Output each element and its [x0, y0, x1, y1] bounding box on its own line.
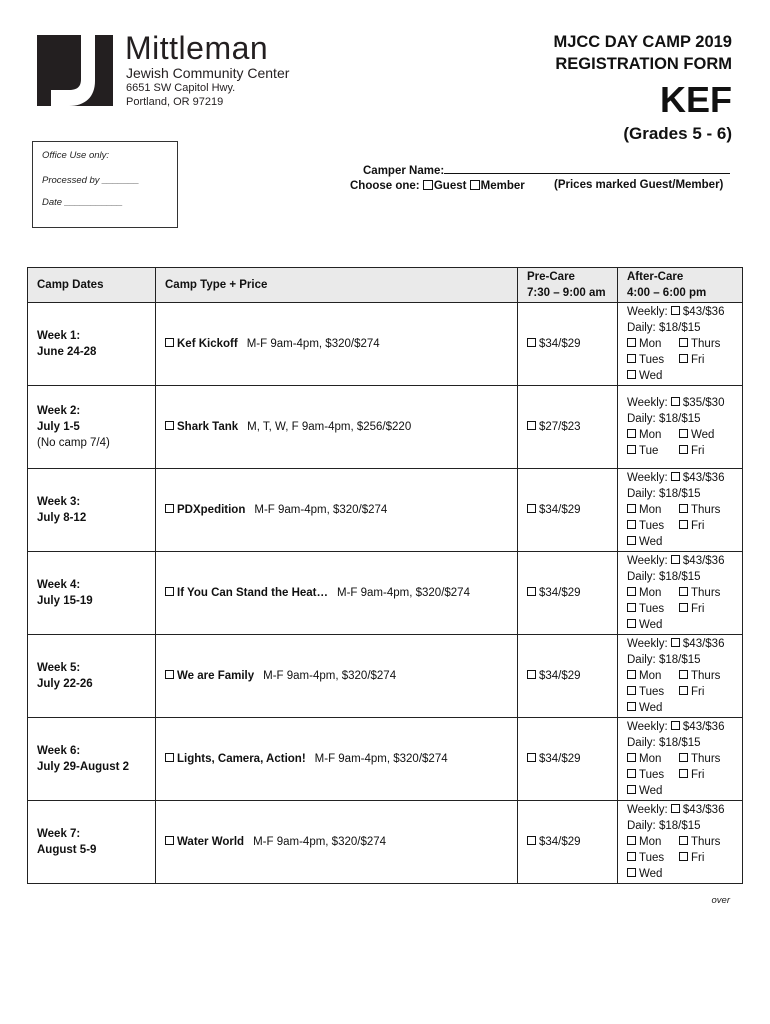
table-header-row	[28, 268, 743, 303]
camp-details: M-F 9am-4pm, $320/$274	[246, 338, 380, 350]
table-row	[28, 801, 743, 884]
weekly-checkbox[interactable]	[671, 555, 680, 564]
camp-checkbox[interactable]	[165, 670, 174, 679]
header-pre-care	[518, 268, 618, 303]
camper-name-label: Camper Name:	[363, 165, 445, 177]
week-dates: July 15-19	[37, 595, 93, 607]
table-row	[28, 635, 743, 718]
pre-care-price: $34/$29	[539, 836, 581, 848]
camp-name: We are Family	[177, 670, 255, 682]
daily-price: Daily: $18/$15	[627, 820, 701, 832]
week-label: Week 7:	[37, 828, 81, 840]
day-label: Wed	[691, 429, 715, 441]
pre-care-cell	[518, 718, 618, 801]
day-checkbox[interactable]	[679, 587, 688, 596]
weekly-checkbox[interactable]	[671, 472, 680, 481]
daily-price: Daily: $18/$15	[627, 488, 701, 500]
day-label: Fri	[691, 603, 705, 615]
day-checkbox[interactable]	[627, 686, 636, 695]
week-label: Week 2:	[37, 405, 81, 417]
day-label: Wed	[639, 868, 663, 880]
wed-checkbox[interactable]	[627, 619, 636, 628]
day-label: Mon	[639, 587, 662, 599]
pre-care-checkbox[interactable]	[527, 587, 536, 596]
after-care-time: 4:00 – 6:00 pm	[627, 287, 707, 299]
day-label: Wed	[639, 619, 663, 631]
daily-price: Daily: $18/$15	[627, 737, 701, 749]
after-care-cell	[618, 718, 743, 801]
day-label: Thurs	[691, 504, 721, 516]
pre-care-price: $34/$29	[539, 587, 581, 599]
day-label: Wed	[639, 370, 663, 382]
camp-checkbox[interactable]	[165, 338, 174, 347]
pre-care-checkbox[interactable]	[527, 753, 536, 762]
daily-price: Daily: $18/$15	[627, 322, 701, 334]
day-checkbox[interactable]	[627, 836, 636, 845]
pre-care-checkbox[interactable]	[527, 504, 536, 513]
weekly-label: Weekly:	[627, 306, 668, 318]
day-label: Mon	[639, 670, 662, 682]
camp-dates-cell	[28, 801, 156, 884]
weekly-checkbox[interactable]	[671, 306, 680, 315]
day-label: Mon	[639, 836, 662, 848]
pre-care-price: $34/$29	[539, 670, 581, 682]
daily-price: Daily: $18/$15	[627, 571, 701, 583]
day-checkbox[interactable]	[627, 429, 636, 438]
weekly-label: Weekly:	[627, 397, 668, 409]
week-dates: July 1-5	[37, 421, 80, 433]
pre-care-price: $34/$29	[539, 338, 581, 350]
camp-details: M-F 9am-4pm, $320/$274	[254, 504, 388, 516]
org-address-line1: 6651 SW Capitol Hwy.	[126, 82, 236, 94]
pre-care-cell	[518, 552, 618, 635]
pre-care-cell	[518, 801, 618, 884]
camp-checkbox[interactable]	[165, 587, 174, 596]
form-title	[553, 31, 732, 75]
wed-checkbox[interactable]	[627, 785, 636, 794]
day-checkbox[interactable]	[627, 670, 636, 679]
header-camp-dates: Camp Dates	[28, 268, 156, 303]
date-field[interactable]: Date ___________	[42, 197, 123, 208]
day-checkbox[interactable]	[627, 504, 636, 513]
office-use-label: Office Use only:	[42, 150, 110, 161]
day-checkbox[interactable]	[679, 354, 688, 363]
after-care-cell	[618, 801, 743, 884]
camp-type-cell	[156, 635, 518, 718]
day-label: Thurs	[691, 587, 721, 599]
day-checkbox[interactable]	[627, 603, 636, 612]
camp-type-cell	[156, 718, 518, 801]
pre-care-price: $34/$29	[539, 504, 581, 516]
camp-details: M-F 9am-4pm, $320/$274	[337, 587, 470, 599]
day-checkbox[interactable]	[627, 852, 636, 861]
choose-one-label: Choose one:	[350, 180, 420, 192]
day-label: Mon	[639, 753, 662, 765]
camp-type-cell	[156, 303, 518, 386]
header-after-care	[618, 268, 743, 303]
camp-type-cell	[156, 801, 518, 884]
day-label: Wed	[639, 785, 663, 797]
pre-care-price: $34/$29	[539, 753, 581, 765]
camp-dates-cell	[28, 552, 156, 635]
day-checkbox[interactable]	[679, 686, 688, 695]
weekly-checkbox[interactable]	[671, 804, 680, 813]
day-checkbox[interactable]	[679, 429, 688, 438]
wed-checkbox[interactable]	[627, 868, 636, 877]
program-name: KEF	[660, 79, 732, 120]
org-subtitle: Jewish Community Center	[126, 65, 290, 81]
weekly-price: $43/$36	[682, 804, 725, 816]
day-checkbox[interactable]	[627, 769, 636, 778]
camp-name: Lights, Camera, Action!	[177, 753, 306, 765]
camp-dates-cell	[28, 386, 156, 469]
day-label: Tues	[639, 354, 665, 366]
week-label: Week 3:	[37, 496, 81, 508]
wed-checkbox[interactable]	[627, 370, 636, 379]
week-dates: June 24-28	[37, 346, 97, 358]
prices-note: (Prices marked Guest/Member)	[554, 179, 724, 191]
table-row	[28, 386, 743, 469]
form-title-line2: REGISTRATION FORM	[555, 55, 732, 73]
camp-details: M, T, W, F 9am-4pm, $256/$220	[247, 421, 412, 433]
pre-care-checkbox[interactable]	[527, 338, 536, 347]
day-label: Mon	[639, 429, 662, 441]
pre-care-title: Pre-Care	[527, 271, 575, 283]
weekly-price: $35/$30	[682, 397, 725, 409]
member-label: Member	[480, 180, 525, 192]
day-checkbox[interactable]	[679, 338, 688, 347]
day-label: Tues	[639, 769, 665, 781]
after-care-cell	[618, 386, 743, 469]
camper-name-row	[363, 162, 730, 179]
day-label: Thurs	[691, 670, 721, 682]
weekly-label: Weekly:	[627, 721, 668, 733]
week-dates: July 22-26	[37, 678, 93, 690]
table-row	[28, 469, 743, 552]
camper-name-field[interactable]	[444, 162, 730, 174]
camp-checkbox[interactable]	[165, 421, 174, 430]
day-label: Fri	[691, 520, 705, 532]
camp-checkbox[interactable]	[165, 504, 174, 513]
day-checkbox[interactable]	[627, 354, 636, 363]
week-label: Week 1:	[37, 330, 81, 342]
after-care-cell	[618, 469, 743, 552]
camp-checkbox[interactable]	[165, 836, 174, 845]
daily-price: Daily: $18/$15	[627, 413, 701, 425]
org-address-line2: Portland, OR 97219	[126, 96, 224, 108]
weekly-label: Weekly:	[627, 804, 668, 816]
weekly-price: $43/$36	[682, 638, 725, 650]
office-use-box	[32, 141, 178, 228]
org-address	[126, 81, 235, 109]
day-label: Tues	[639, 852, 665, 864]
day-label: Fri	[691, 769, 705, 781]
over-note: over	[711, 895, 730, 906]
day-checkbox[interactable]	[627, 338, 636, 347]
weekly-price: $43/$36	[682, 472, 725, 484]
camp-name: Kef Kickoff	[177, 338, 238, 350]
pre-care-cell	[518, 386, 618, 469]
day-label: Fri	[691, 354, 705, 366]
camp-name: PDXpedition	[177, 504, 246, 516]
day-label: Mon	[639, 338, 662, 350]
day-checkbox[interactable]	[679, 753, 688, 762]
day-label: Thurs	[691, 338, 721, 350]
day-label: Tues	[639, 603, 665, 615]
after-care-cell	[618, 635, 743, 718]
day-checkbox[interactable]	[679, 445, 688, 454]
camp-dates-cell	[28, 635, 156, 718]
grades-label: (Grades 5 - 6)	[623, 124, 732, 143]
membership-choice-row	[350, 179, 525, 194]
pre-care-cell	[518, 469, 618, 552]
day-label: Tues	[639, 686, 665, 698]
day-label: Thurs	[691, 836, 721, 848]
camp-name: If You Can Stand the Heat…	[177, 587, 329, 599]
weekly-label: Weekly:	[627, 555, 668, 567]
camp-dates-cell	[28, 718, 156, 801]
weekly-price: $43/$36	[682, 555, 725, 567]
camp-name: Water World	[177, 836, 245, 848]
pre-care-checkbox[interactable]	[527, 670, 536, 679]
guest-checkbox[interactable]	[423, 180, 433, 190]
org-name: Mittleman	[125, 30, 269, 66]
weekly-checkbox[interactable]	[671, 638, 680, 647]
week-dates: July 8-12	[37, 512, 87, 524]
member-checkbox[interactable]	[470, 180, 480, 190]
week-note: (No camp 7/4)	[37, 437, 110, 449]
weekly-label: Weekly:	[627, 638, 668, 650]
week-dates: July 29-August 2	[37, 761, 130, 773]
day-label: Thurs	[691, 753, 721, 765]
week-label: Week 6:	[37, 745, 81, 757]
processed-by-field[interactable]: Processed by _______	[42, 175, 140, 186]
day-checkbox[interactable]	[679, 670, 688, 679]
table-row	[28, 303, 743, 386]
wed-checkbox[interactable]	[627, 536, 636, 545]
camp-details: M-F 9am-4pm, $320/$274	[263, 670, 397, 682]
after-care-cell	[618, 552, 743, 635]
camp-type-cell	[156, 386, 518, 469]
day-checkbox[interactable]	[627, 520, 636, 529]
day-checkbox[interactable]	[679, 603, 688, 612]
weekly-checkbox[interactable]	[671, 397, 680, 406]
camp-details: M-F 9am-4pm, $320/$274	[253, 836, 387, 848]
day-label: Fri	[691, 445, 705, 457]
pre-care-price: $27/$23	[539, 421, 581, 433]
camp-details: M-F 9am-4pm, $320/$274	[314, 753, 448, 765]
weekly-checkbox[interactable]	[671, 721, 680, 730]
day-checkbox[interactable]	[679, 520, 688, 529]
day-label: Fri	[691, 686, 705, 698]
after-care-title: After-Care	[627, 271, 684, 283]
logo-j-icon	[37, 35, 113, 106]
camp-dates-cell	[28, 469, 156, 552]
day-checkbox[interactable]	[627, 445, 636, 454]
day-label: Fri	[691, 852, 705, 864]
day-checkbox[interactable]	[679, 504, 688, 513]
day-checkbox[interactable]	[627, 753, 636, 762]
camp-name: Shark Tank	[177, 421, 239, 433]
weekly-price: $43/$36	[682, 306, 725, 318]
pre-care-checkbox[interactable]	[527, 836, 536, 845]
camp-type-cell	[156, 469, 518, 552]
day-label: Tue	[639, 445, 659, 457]
pre-care-checkbox[interactable]	[527, 421, 536, 430]
daily-price: Daily: $18/$15	[627, 654, 701, 666]
camp-type-cell	[156, 552, 518, 635]
week-label: Week 5:	[37, 662, 81, 674]
week-dates: August 5-9	[37, 844, 97, 856]
day-label: Wed	[639, 702, 663, 714]
camp-dates-cell	[28, 303, 156, 386]
day-checkbox[interactable]	[679, 852, 688, 861]
day-checkbox[interactable]	[679, 769, 688, 778]
form-title-line1: MJCC DAY CAMP 2019	[553, 33, 732, 51]
camp-schedule-table	[27, 267, 743, 884]
day-checkbox[interactable]	[679, 836, 688, 845]
week-label: Week 4:	[37, 579, 81, 591]
after-care-cell	[618, 303, 743, 386]
weekly-label: Weekly:	[627, 472, 668, 484]
camp-checkbox[interactable]	[165, 753, 174, 762]
day-label: Mon	[639, 504, 662, 516]
table-row	[28, 718, 743, 801]
pre-care-time: 7:30 – 9:00 am	[527, 287, 606, 299]
day-label: Tues	[639, 520, 665, 532]
pre-care-cell	[518, 303, 618, 386]
guest-label: Guest	[433, 180, 467, 192]
table-row	[28, 552, 743, 635]
day-label: Wed	[639, 536, 663, 548]
weekly-price: $43/$36	[682, 721, 725, 733]
header-camp-type: Camp Type + Price	[156, 268, 518, 303]
pre-care-cell	[518, 635, 618, 718]
day-checkbox[interactable]	[627, 587, 636, 596]
wed-checkbox[interactable]	[627, 702, 636, 711]
